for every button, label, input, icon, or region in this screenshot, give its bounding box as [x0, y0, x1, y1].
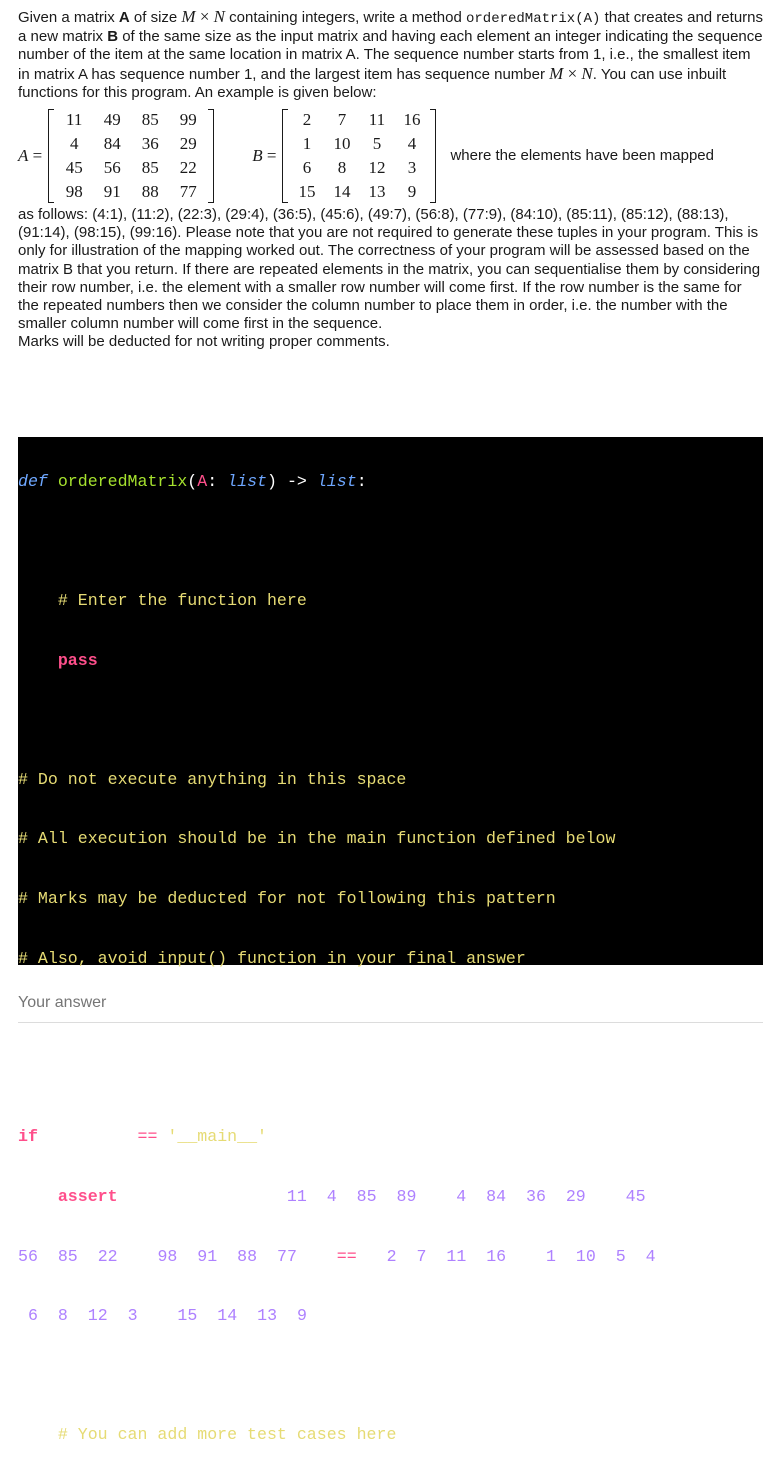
matrix-b-cell: 5: [372, 134, 382, 154]
matrix-a-cell: 45: [65, 158, 83, 178]
matrix-a-cell: 88: [141, 182, 159, 202]
marks-note: Marks will be deducted for not writing proper comments.: [18, 333, 390, 351]
matrix-b-cell: 4: [407, 134, 417, 154]
answer-label: Your answer: [18, 994, 107, 1011]
code-number: 4: [326, 1186, 337, 1206]
example-matrices: [18, 106, 763, 206]
method-name: orderedMatrix(A): [465, 11, 601, 27]
code-number: 1: [545, 1246, 556, 1266]
matrix-b-cell: 3: [407, 158, 417, 178]
code-comment-enter: # Enter the function here: [57, 590, 307, 610]
code-number: 11: [286, 1186, 307, 1206]
matrix-a-cell: 4: [69, 134, 79, 154]
matrix-a-cell: 91: [103, 182, 121, 202]
code-number: 5: [615, 1246, 626, 1266]
matrix-a-cell: 11: [66, 110, 83, 130]
matrix-b-cell: 9: [407, 182, 417, 202]
matrix-a-cell: 84: [103, 134, 121, 154]
matrix-a-cell: 36: [141, 134, 159, 154]
matrix-b-label: B =: [252, 145, 277, 165]
matrix-a-cell: 77: [179, 182, 197, 202]
matrix-b-cell: 10: [333, 134, 351, 154]
code-comment-1: # Do not execute anything in this space: [18, 769, 407, 789]
matrix-a-cell: 22: [179, 158, 197, 178]
matrix-b-cell: 14: [333, 182, 351, 202]
code-assert-line-2: 56, 85, 22], [98, 91, 88, 77]]) == [[2, 7, 11, 16], [1, 10, 5, 4],: [18, 1246, 676, 1266]
matrix-a-row: [55, 156, 207, 180]
matrix-b-cell: 11: [368, 110, 386, 130]
code-number: 77: [276, 1246, 297, 1266]
code-assert-line-3: [6, 8, 12, 3], [15, 14, 13, 9]]: [18, 1306, 327, 1326]
code-number: 11: [446, 1246, 467, 1266]
code-number: 29: [565, 1186, 586, 1206]
matrix-b-cell: 12: [368, 158, 386, 178]
matrix-b-cell: 1: [302, 134, 312, 154]
matrix-b-cell: 16: [403, 110, 421, 130]
mapping-text: as follows: (4:1), (11:2), (22:3), (29:4), (36:5), (45:6), (49:7), (56:8), (77:9), (84:10), (85:11), (85:12), (88:13), (91:14), (98:15), (99:16). Please note that you are not required to generate these tuples in your program. This is only for illustration of the mapping worked out. The correctness of your program will be assessed based on the matrix B that you return. If there are repeated elements in the matrix, you can sequentialise them by considering their row number, i.e. the element with a smaller row number will come first. If the row number is the same for the repeated numbers then we consider the column number to place them in order, i.e. the number with the smaller column number will come first in the sequence.: [18, 206, 761, 333]
matrix-a-bold: A: [118, 9, 130, 26]
matrix-a-row: [55, 108, 207, 132]
matrix-b-cell: 6: [302, 158, 312, 178]
matrix-b-row: [289, 108, 429, 132]
code-comment-tests: # You can add more test cases here: [57, 1425, 397, 1445]
matrix-a-row: [55, 180, 207, 204]
matrix-b-bold: B: [107, 28, 119, 46]
code-number: 8: [57, 1306, 68, 1326]
code-comment-2: # All execution should be in the main function defined below: [18, 829, 616, 849]
code-number: 4: [645, 1246, 656, 1266]
matrix-a-cell: 49: [103, 110, 121, 130]
matrix-b-cell: 7: [337, 110, 347, 130]
matrix-a-row: [55, 132, 207, 156]
code-comment-4: # Also, avoid input() function in your final answer: [18, 948, 526, 968]
code-number: 13: [257, 1306, 278, 1326]
code-number: 85: [57, 1246, 78, 1266]
matrix-b-cell: 8: [337, 158, 347, 178]
code-assert-line-1: assert orderedMatrix([[11, 4, 85, 89], [4, 84, 36, 29], [45,: [57, 1186, 656, 1206]
question-intro: Given a matrix A of size M × N containing integers, write a method orderedMatrix(A) that creates and returns a new matrix B of the same size as the input matrix and having each element an integer indicating the sequence number of the item at the same location in matrix A. The sequence number starts from 1, i.e., the smallest item in matrix A has sequence number 1, and the largest item has sequence number M × N. You can use inbuilt functions for this program. An example is given below:: [18, 7, 763, 101]
code-number: 89: [396, 1186, 417, 1206]
matrix-b-cell: 13: [368, 182, 386, 202]
matrix-b-cell: 15: [298, 182, 316, 202]
code-number: 14: [217, 1306, 238, 1326]
code-number: 84: [486, 1186, 507, 1206]
code-number: 16: [486, 1246, 507, 1266]
code-def-line: def orderedMatrix(A: list) -> list:: [18, 471, 367, 491]
code-number: 6: [27, 1306, 38, 1326]
matrix-b-cell: 2: [302, 110, 312, 130]
answer-input[interactable]: [18, 1022, 763, 1023]
matrix-b: [282, 108, 436, 204]
code-number: 3: [127, 1306, 138, 1326]
question-text: [18, 8, 763, 352]
code-comment-3: # Marks may be deducted for not following this pattern: [18, 888, 556, 908]
mapped-note: where the elements have been mapped: [450, 146, 714, 164]
code-number: 15: [177, 1306, 198, 1326]
code-if-line: if __name__ == '__main__':: [18, 1127, 277, 1147]
code-number: 7: [416, 1246, 427, 1266]
matrix-a-cell: 29: [179, 134, 197, 154]
matrix-a-label: A =: [18, 145, 43, 165]
matrix-b-row: [289, 156, 429, 180]
code-number: 36: [526, 1186, 546, 1206]
code-number: 9: [296, 1306, 307, 1326]
matrix-a-cell: 99: [179, 110, 197, 130]
code-number: 88: [237, 1246, 258, 1266]
matrix-a-cell: 98: [65, 182, 83, 202]
code-number: 91: [197, 1246, 218, 1266]
code-pass-line: pass: [57, 650, 98, 670]
code-number: 4: [456, 1186, 467, 1206]
matrix-a-cell: 85: [141, 158, 159, 178]
matrix-a-cell: 85: [141, 110, 159, 130]
code-number: 45: [625, 1186, 646, 1206]
matrix-a-cell: 56: [103, 158, 121, 178]
code-number: 85: [356, 1186, 377, 1206]
code-number: 2: [386, 1246, 397, 1266]
matrix-b-row: [289, 180, 429, 204]
matrix-a: [48, 108, 214, 204]
code-number: 12: [87, 1306, 108, 1326]
code-number: 10: [575, 1246, 596, 1266]
matrix-b-row: [289, 132, 429, 156]
code-number: 56: [18, 1246, 38, 1266]
code-number: 22: [97, 1246, 118, 1266]
code-number: 98: [157, 1246, 178, 1266]
